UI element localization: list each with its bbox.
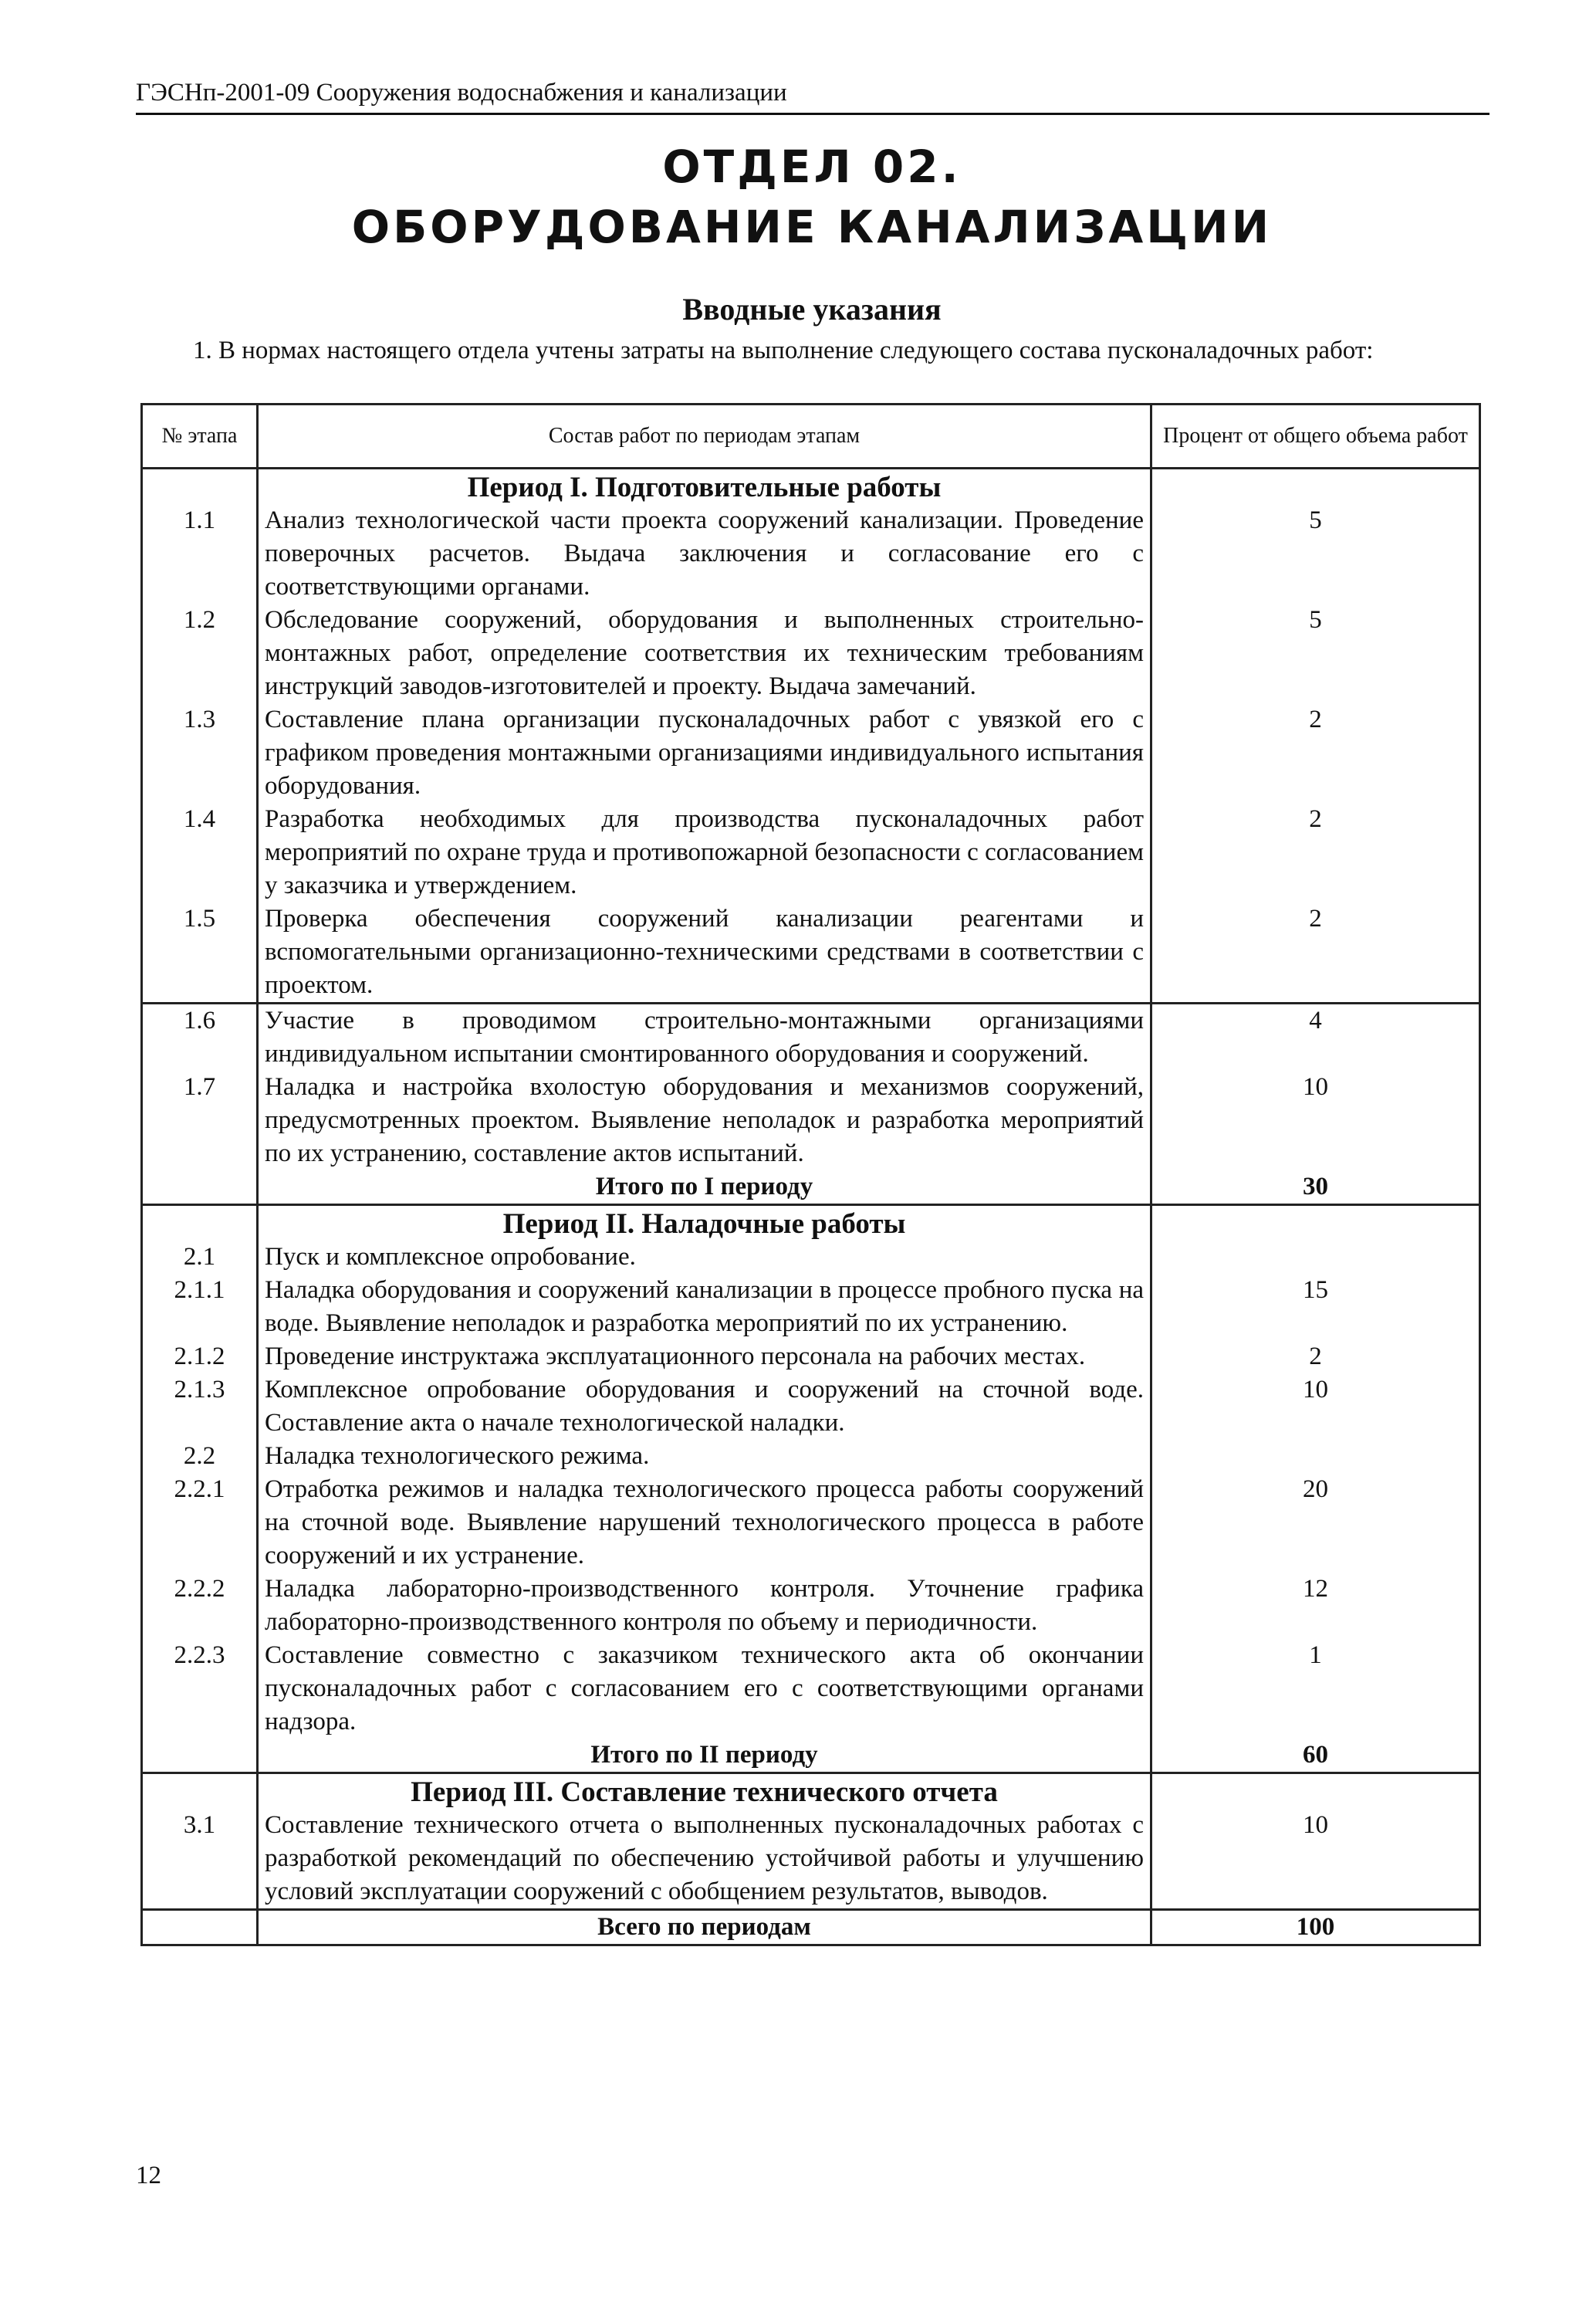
col-header-percent: Процент от общего объема работ [1151,405,1480,469]
stage-number: 1.2 [142,604,258,703]
percent-value: 10 [1151,1071,1480,1170]
stage-number: 1.6 [142,1004,258,1072]
table-row [142,604,1480,703]
stage-number: 2.2 [142,1440,258,1473]
period-2-heading-row [142,1205,1480,1241]
stage-number: 1.3 [142,703,258,803]
subtitle: Вводные указания [682,292,942,327]
work-description: Участие в проводимом строительно-монтажными организациями индивидуальном испытании смонтированного оборудования и сооружений. [258,1004,1151,1072]
stage-number: 2.2.1 [142,1473,258,1573]
total-2-row [142,1739,1480,1773]
work-description: Обследование сооружений, оборудования и выполненных строительно-монтажных работ, определение соответствия их техническим требованиям инструкций заводов-изготовителей и проекту. Выдача замечаний. [258,604,1151,703]
work-description: Отработка режимов и наладка технологического процесса работы сооружений на сточной воде. Выявление нарушений технологического процесса в работе сооружений и их устранение. [258,1473,1151,1573]
table-header-row [142,405,1480,469]
total-2-value: 60 [1151,1739,1480,1773]
work-description: Наладка технологического режима. [258,1440,1151,1473]
grand-total-label: Всего по периодам [258,1910,1151,1945]
total-1-value: 30 [1151,1170,1480,1205]
period-3-heading: Период III. Составление технического отчета [258,1773,1151,1810]
work-description: Комплексное опробование оборудования и сооружений на сточной воде. Составление акта о начале технологической наладки. [258,1373,1151,1440]
work-description: Разработка необходимых для производства пусконаладочных работ мероприятий по охране труда и противопожарной безопасности с согласованием у заказчика и утверждением. [258,803,1151,902]
table-row [142,1241,1480,1274]
percent-value [1151,1440,1480,1473]
percent-value [1151,1241,1480,1274]
grand-total-row [142,1910,1480,1945]
percent-value: 20 [1151,1473,1480,1573]
total-1-row [142,1170,1480,1205]
running-header: ГЭСНп-2001-09 Сооружения водоснабжения и канализации [136,79,787,107]
table-row [142,803,1480,902]
table-row [142,703,1480,803]
stage-number: 1.5 [142,902,258,1004]
work-description: Составление технического отчета о выполненных пусконаладочных работах с разработкой рекомендаций по обеспечению устойчивой работы и улучшению условий эксплуатации сооружений с обобщением результатов, выводов. [258,1809,1151,1910]
period-2-heading: Период II. Наладочные работы [258,1205,1151,1241]
table-row [142,1809,1480,1910]
table-row [142,1573,1480,1639]
page-number: 12 [136,2162,161,2189]
percent-value: 2 [1151,1340,1480,1373]
stage-number: 1.7 [142,1071,258,1170]
table-row [142,504,1480,604]
stage-number: 1.4 [142,803,258,902]
period-1b-rows [142,1004,1480,1171]
period-1-heading: Период I. Подготовительные работы [258,469,1151,505]
work-description: Наладка оборудования и сооружений канализации в процессе пробного пуска на воде. Выявление неполадок и разработка мероприятий по их устранению. [258,1274,1151,1340]
work-description: Составление совместно с заказчиком технического акта об окончании пусконаладочных работ с согласованием его с соответствующими органами надзора. [258,1639,1151,1739]
work-description: Анализ технологической части проекта сооружений канализации. Проведение поверочных расчетов. Выдача заключения и согласование его с соответствующими органами. [258,504,1151,604]
grand-total-value: 100 [1151,1910,1480,1945]
total-2-label: Итого по II периоду [258,1739,1151,1773]
col-header-stage: № этапа [142,405,258,469]
percent-value: 10 [1151,1373,1480,1440]
period-2-rows [142,1241,1480,1739]
period-1-rows [142,504,1480,1004]
table-row [142,902,1480,1004]
work-description: Составление плана организации пусконаладочных работ с увязкой его с графиком проведения монтажными организациями индивидуального испытания оборудования. [258,703,1151,803]
stage-number: 2.2.2 [142,1573,258,1639]
table-row [142,1473,1480,1573]
work-description: Наладка лабораторно-производственного контроля. Уточнение графика лабораторно-производственного контроля по объему и периодичности. [258,1573,1151,1639]
section-title-line1: ОТДЕЛ 02. [662,141,962,193]
percent-value: 1 [1151,1639,1480,1739]
table-row [142,1004,1480,1072]
table-row [142,1071,1480,1170]
percent-value: 5 [1151,604,1480,703]
percent-value: 12 [1151,1573,1480,1639]
percent-value: 2 [1151,902,1480,1004]
table-row [142,1340,1480,1373]
total-1-label: Итого по I периоду [258,1170,1151,1205]
col-header-composition: Состав работ по периодам этапам [258,405,1151,469]
period-3-heading-row [142,1773,1480,1810]
header-rule [136,113,1489,115]
work-description: Проверка обеспечения сооружений канализации реагентами и вспомогательными организационно-техническими средствами в соответствии с проектом. [258,902,1151,1004]
work-description: Наладка и настройка вхолостую оборудования и механизмов сооружений, предусмотренных проектом. Выявление неполадок и разработка мероприятий по их устранению, составление актов испытаний. [258,1071,1151,1170]
percent-value: 10 [1151,1809,1480,1910]
intro-paragraph: 1. В нормах настоящего отдела учтены затраты на выполнение следующего состава пусконаладочных работ: [193,337,1374,364]
percent-value: 4 [1151,1004,1480,1072]
percent-value: 2 [1151,803,1480,902]
period-3-rows [142,1809,1480,1910]
stage-number: 2.1.1 [142,1274,258,1340]
percent-value: 5 [1151,504,1480,604]
table-row [142,1373,1480,1440]
stage-number: 2.1 [142,1241,258,1274]
percent-value: 15 [1151,1274,1480,1340]
table-row [142,1274,1480,1340]
period-1-heading-row [142,469,1480,505]
stage-number: 2.2.3 [142,1639,258,1739]
percent-value: 2 [1151,703,1480,803]
table-row [142,1440,1480,1473]
stage-number: 2.1.2 [142,1340,258,1373]
work-description: Пуск и комплексное опробование. [258,1241,1151,1274]
works-table [140,403,1481,1946]
section-title-line2: ОБОРУДОВАНИЕ КАНАЛИЗАЦИИ [351,201,1273,253]
work-description: Проведение инструктажа эксплуатационного персонала на рабочих местах. [258,1340,1151,1373]
table-row [142,1639,1480,1739]
stage-number: 3.1 [142,1809,258,1910]
stage-number: 2.1.3 [142,1373,258,1440]
stage-number: 1.1 [142,504,258,604]
